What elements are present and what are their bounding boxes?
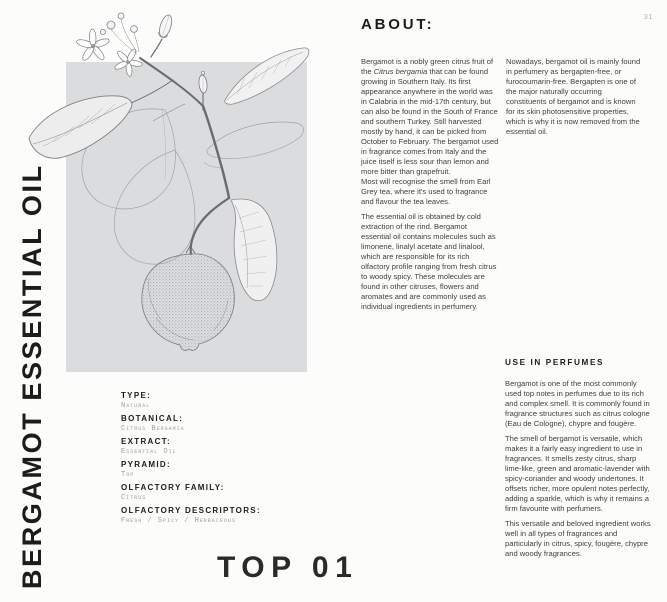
detail-value: Citrus Bergamia	[121, 424, 185, 433]
detail-item-type	[121, 391, 336, 410]
about-text: Bergamot is a nobly green citrus fruit of the	[361, 57, 494, 76]
branch-stem	[129, 39, 229, 254]
detail-label: TYPE:	[121, 391, 152, 400]
detail-value: Citrus	[121, 493, 147, 502]
about-paragraph: The essential oil is obtained by cold extraction of the rind. Bergamot essential oil contains molecules such as limonene, linalyl acetate and linalool, which are responsible for its rich olfactory profile ranging from fresh citrus to woody spicy. These molecules are found in other citruses, flowers and aromates and are commonly used as individual ingredients in perfumery.	[361, 212, 497, 311]
shaded-leaf-right	[231, 199, 277, 301]
use-in-perfumes-heading: USE IN PERFUMES	[505, 358, 605, 367]
bergamot-illustration-icon	[15, 0, 325, 385]
details-list	[121, 391, 336, 529]
about-paragraph	[361, 57, 499, 177]
detail-label: PYRAMID:	[121, 460, 171, 469]
detail-item-extract	[121, 437, 336, 456]
detail-label: OLFACTORY DESCRIPTORS:	[121, 506, 261, 515]
pyramid-position-label: TOP 01	[217, 551, 359, 584]
blossom-cluster	[76, 13, 208, 93]
bergamot-fruit	[142, 246, 235, 350]
about-columns	[361, 57, 653, 312]
detail-label: BOTANICAL:	[121, 414, 184, 423]
about-section	[361, 16, 653, 312]
stem-bud	[198, 71, 208, 93]
page-title-vertical: BERGAMOT ESSENTIAL OIL	[17, 163, 47, 589]
detail-item-olfactory-family	[121, 483, 336, 502]
about-text: that can be found growing in Southern Italy. Its first appearance anywhere in the world was in Calabria in the mid-17th century, but can also be found in the South of France and southern Turkey. Still harvested mostly by hand, it can be picked from October to February. The bergamot used in fragrance comes from Italy and the juice itself is less sour than lemon and more bitter than grapefruit.	[361, 67, 499, 176]
detail-value: Top	[121, 470, 135, 479]
use-paragraph: The smell of bergamot is versatile, which makes it a fairly easy ingredient to use in fragrances. It smells zesty citrus, sharp lime-like, green and aromatic-lavender with spicy-coriander and woody undertones. It offsets richer, more opulent notes perfectly, adding a sparkle, which is why it remains a firm favourite with perfumers.	[505, 434, 650, 513]
about-paragraph: Nowadays, bergamot oil is mainly found in perfumery as bergapten-free, or furocoumarin-free. Bergapten is one of the major naturally occurring constituents of bergamot and is known for its skin photosensitive properties, which is why it is now removed from the essential oil.	[506, 57, 641, 136]
about-paragraph: Most will recognise the smell from Earl Grey tea, where it's used to fragrance and flavour the tea leaves.	[361, 177, 491, 206]
detail-value: Essential Oil	[121, 447, 177, 456]
detail-item-botanical	[121, 414, 336, 433]
flower-bud	[157, 14, 174, 39]
use-paragraph: This versatile and beloved ingredient works well in all types of fragrances and particularly in citrus, spicy, fougère, chypre and woody fragrances.	[505, 519, 651, 558]
detail-label: EXTRACT:	[121, 437, 171, 446]
detail-value: Fresh / Spicy / Herbaceous	[121, 516, 236, 525]
detail-item-pyramid	[121, 460, 336, 479]
page-number: 31	[643, 12, 653, 21]
use-paragraph: Bergamot is one of the most commonly used top notes in perfumes due to its rich and complex smell. It is commonly found in fragrance structures such as citrus cologne (Eau de Cologne), chypre and fougère.	[505, 379, 650, 428]
detail-value: Natural	[121, 401, 151, 410]
about-column-2	[506, 57, 644, 312]
detail-label: OLFACTORY FAMILY:	[121, 483, 225, 492]
detail-item-olfactory-descriptors	[121, 506, 336, 525]
about-heading: ABOUT:	[361, 16, 435, 33]
shaded-leaf-top-right	[225, 48, 309, 104]
botanical-name-italic: Citrus bergamia	[373, 67, 428, 76]
about-column-1	[361, 57, 499, 312]
use-in-perfumes-section	[505, 358, 652, 559]
